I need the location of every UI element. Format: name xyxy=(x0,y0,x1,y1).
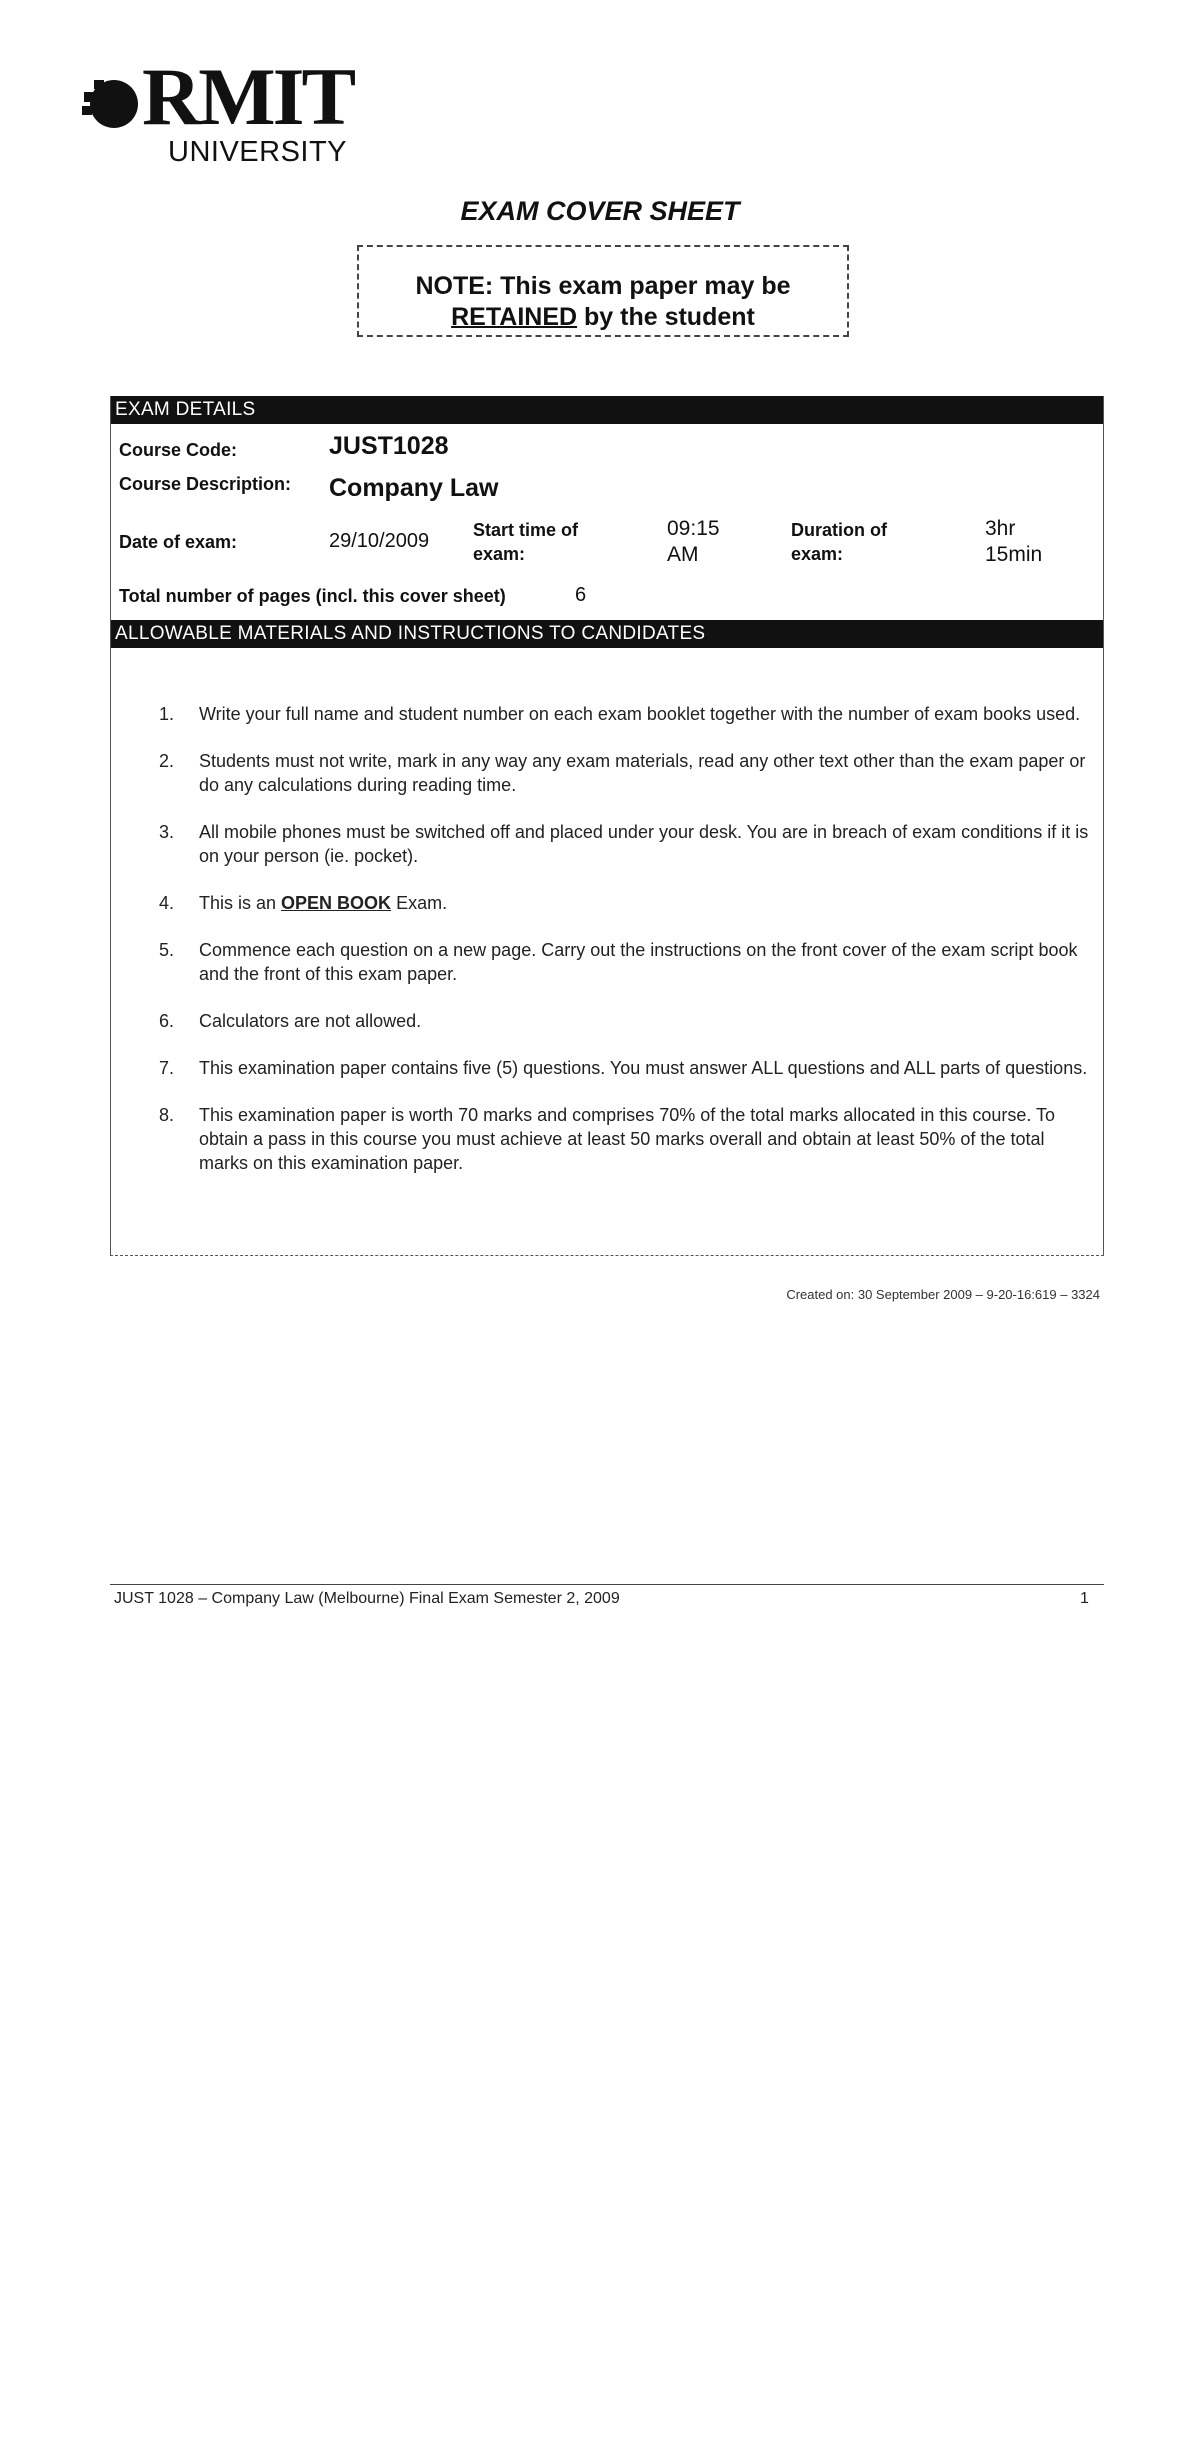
start-time-value-line-1: 09:15 xyxy=(667,517,720,540)
instruction-text: This is an xyxy=(199,893,277,913)
total-pages-value: 6 xyxy=(575,584,587,606)
exam-details-header: EXAM DETAILS xyxy=(111,396,1103,424)
instruction-number: 5. xyxy=(159,940,175,960)
instruction-number: 3. xyxy=(159,822,175,842)
instruction-text-end: Exam. xyxy=(396,893,448,913)
instruction-text: All mobile phones must be switched off and placed under your desk. You are in breach of exam conditions if it is on your person (ie. pocket). xyxy=(199,822,1089,866)
duration-label xyxy=(791,518,887,566)
start-time-label-line-2: exam: xyxy=(473,544,526,564)
footer-rule xyxy=(110,1584,1104,1585)
instruction-number: 2. xyxy=(159,751,175,771)
instruction-number: 6. xyxy=(159,1011,175,1031)
instruction-item xyxy=(159,702,1091,726)
instruction-text: Write your full name and student number on each exam booklet together with the number of exam books used. xyxy=(199,704,1081,724)
course-code-value: JUST1028 xyxy=(329,432,449,460)
instruction-item xyxy=(159,1056,1091,1080)
instruction-number: 7. xyxy=(159,1058,175,1078)
duration-label-line-1: Duration of xyxy=(791,520,887,540)
total-pages-label: Total number of pages (incl. this cover sheet) xyxy=(119,586,506,606)
exam-date-label: Date of exam: xyxy=(119,532,238,552)
instruction-item xyxy=(159,749,1091,797)
rmit-pixel-mark-icon xyxy=(80,68,150,138)
duration-value xyxy=(985,516,1042,568)
start-time-label-line-1: Start time of xyxy=(473,520,579,540)
instruction-text: Commence each question on a new page. Carry out the instructions on the front cover of the exam script book and the front of this exam paper. xyxy=(199,940,1078,984)
instruction-number: 1. xyxy=(159,704,175,724)
exam-date-value: 29/10/2009 xyxy=(329,530,430,552)
start-time-value xyxy=(667,516,720,568)
start-time-label xyxy=(473,518,578,566)
exam-details-section xyxy=(110,396,1104,624)
logo-subtitle: UNIVERSITY xyxy=(168,136,348,168)
instruction-number: 8. xyxy=(159,1105,175,1125)
instructions-section xyxy=(110,620,1104,1256)
duration-label-line-2: exam: xyxy=(791,544,844,564)
instruction-text: This examination paper contains five (5) questions. You must answer ALL questions and ALL parts of questions. xyxy=(199,1058,1088,1078)
instruction-item xyxy=(159,891,1091,915)
logo-name: RMIT xyxy=(142,51,354,142)
note-suffix: by the student xyxy=(584,303,755,332)
instruction-text: Students must not write, mark in any way any exam materials, read any other text other than the exam paper or do any calculations during reading time. xyxy=(199,751,1086,795)
instruction-item xyxy=(159,938,1091,986)
instructions-list xyxy=(159,702,1091,1198)
open-book-emphasis: OPEN BOOK xyxy=(281,893,392,913)
instruction-item xyxy=(159,1009,1091,1033)
course-description-label: Course Description: xyxy=(119,474,292,494)
footer-course-text: JUST 1028 – Company Law (Melbourne) Final Exam Semester 2, 2009 xyxy=(114,1590,620,1607)
created-timestamp: Created on: 30 September 2009 – 9-20-16:619 – 3324 xyxy=(786,1287,1100,1302)
duration-value-line-1: 3hr xyxy=(985,517,1016,540)
instruction-item xyxy=(159,820,1091,868)
duration-value-line-2: 15min xyxy=(985,543,1043,566)
instruction-number: 4. xyxy=(159,893,175,913)
note-line-1: NOTE: This exam paper may be xyxy=(415,272,791,300)
page-number: 1 xyxy=(1080,1590,1089,1607)
note-line-2 xyxy=(359,302,847,333)
retention-note xyxy=(357,245,849,337)
note-retained: RETAINED xyxy=(451,303,578,332)
sheet-title: EXAM COVER SHEET xyxy=(460,196,740,226)
rmit-logo xyxy=(80,51,380,172)
course-description-value: Company Law xyxy=(329,474,499,502)
instructions-header: ALLOWABLE MATERIALS AND INSTRUCTIONS TO CANDIDATES xyxy=(111,620,1103,648)
instruction-item xyxy=(159,1103,1091,1175)
instruction-text: Calculators are not allowed. xyxy=(199,1011,422,1031)
course-code-label: Course Code: xyxy=(119,440,238,460)
instruction-text: This examination paper is worth 70 marks and comprises 70% of the total marks allocated in this course. To obtain a pass in this course you must achieve at least 50 marks overall and obtain at least 50% of the total marks on this examination paper. xyxy=(199,1105,1056,1173)
start-time-value-line-2: AM xyxy=(667,543,699,566)
